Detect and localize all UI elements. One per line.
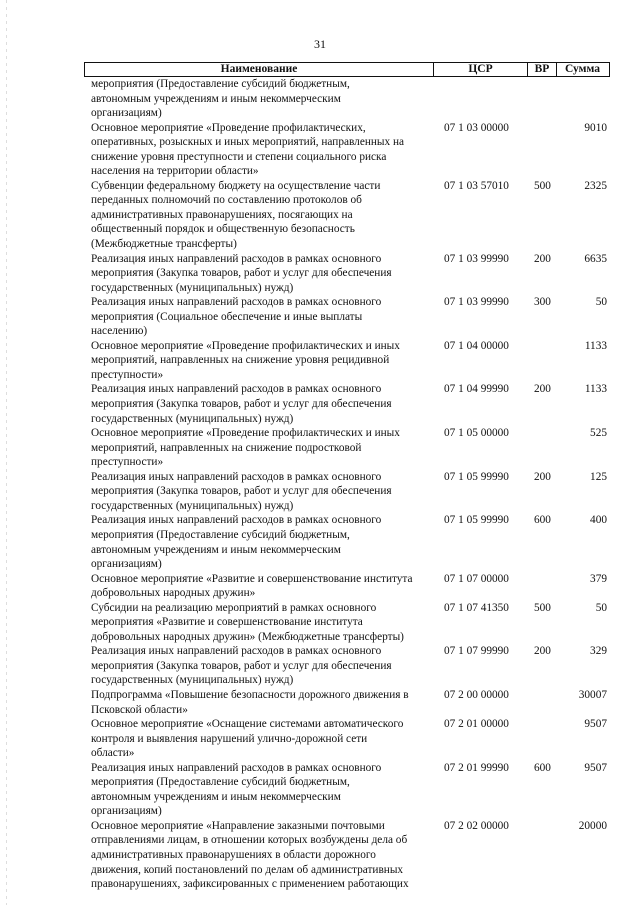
row-name: [84, 252, 436, 296]
table-row: [84, 339, 610, 383]
row-vr: [530, 819, 564, 892]
row-sum: 125: [590, 470, 607, 483]
row-name-line: Реализация иных направлений расходов в рамках основного: [91, 645, 382, 658]
table-row: [84, 644, 610, 688]
row-name-line: преступности»: [91, 368, 164, 381]
row-csr: 07 1 03 57010: [444, 179, 509, 192]
row-sum: [564, 77, 610, 121]
row-vr: [530, 426, 564, 470]
table-row: [84, 513, 610, 571]
row-sum: 9010: [584, 121, 607, 134]
row-csr: 07 1 07 41350: [444, 601, 509, 614]
header-name: Наименование: [85, 63, 434, 76]
table-row: [84, 77, 610, 121]
row-csr: 07 1 04 00000: [444, 339, 509, 352]
row-name: [84, 513, 436, 571]
row-csr: 07 1 07 00000: [444, 572, 509, 585]
row-name-line: Реализация иных направлений расходов в рамках основного: [91, 383, 382, 396]
budget-table: [84, 62, 610, 892]
row-name-line: Субвенции федеральному бюджету на осуществление части: [91, 179, 381, 192]
row-name-line: мероприятия (Закупка товаров, работ и услуг для обеспечения: [91, 659, 392, 672]
row-vr: [530, 339, 564, 383]
row-name-line: области»: [91, 747, 135, 760]
row-sum: 6635: [584, 252, 607, 265]
row-name-line: административных правонарушениях в области дорожного: [91, 848, 376, 861]
table-row: [84, 382, 610, 426]
table-body: [84, 77, 610, 892]
row-csr: 07 1 05 00000: [444, 427, 509, 440]
row-name: [84, 426, 436, 470]
row-vr: 200: [534, 252, 551, 265]
row-sum: 400: [590, 514, 607, 527]
row-name-line: общественный порядок и общественную безопасность: [91, 223, 355, 236]
table-row: [84, 252, 610, 296]
table-row: [84, 179, 610, 252]
row-name-line: Основное мероприятие «Развитие и совершенствование института: [91, 572, 413, 585]
row-name-line: автономным учреждениям и иным некоммерческим: [91, 790, 341, 803]
row-name-line: автономным учреждениям и иным некоммерческим: [91, 543, 341, 556]
row-sum: 9507: [584, 718, 607, 731]
row-name-line: административных правонарушениях, посягающих на: [91, 208, 353, 221]
row-sum: 1133: [584, 339, 607, 352]
row-name-line: Реализация иных направлений расходов в рамках основного: [91, 514, 382, 527]
row-name-line: населению): [91, 325, 148, 338]
row-sum: 379: [590, 572, 607, 585]
header-sum: Сумма: [565, 63, 600, 75]
row-name-line: Основное мероприятие «Проведение профилактических,: [91, 121, 366, 134]
row-name-line: Основное мероприятие «Направление заказными почтовыми: [91, 819, 385, 832]
row-name-line: оперативных, розыскных и иных мероприятий, направленных на: [91, 136, 405, 149]
row-name: [84, 819, 436, 892]
table-row: [84, 121, 610, 179]
table-row: [84, 426, 610, 470]
row-csr: 07 1 05 99990: [444, 470, 509, 483]
row-name: [84, 470, 436, 514]
row-name: [84, 688, 436, 717]
page-number: 31: [314, 37, 326, 51]
row-name-line: организациям): [91, 805, 162, 818]
row-vr: 600: [534, 761, 551, 774]
row-name-line: переданных полномочий по составлению протоколов об: [91, 194, 362, 207]
row-name-line: добровольных народных дружин» (Межбюджетные трансферты): [91, 630, 404, 643]
row-sum: 525: [590, 427, 607, 440]
row-name-line: государственных (муниципальных) нужд): [91, 499, 294, 512]
row-csr: 07 1 07 99990: [444, 645, 509, 658]
row-name-line: мероприятия (Закупка товаров, работ и услуг для обеспечения: [91, 267, 392, 280]
row-vr: [530, 77, 564, 121]
row-name: [84, 717, 436, 761]
row-csr: [436, 77, 530, 121]
row-name-line: добровольных народных дружин»: [91, 587, 256, 600]
row-csr: 07 1 03 00000: [444, 121, 509, 134]
row-name-line: Основное мероприятие «Проведение профилактических и иных: [91, 427, 400, 440]
row-name-line: Реализация иных направлений расходов в рамках основного: [91, 252, 382, 265]
table-row: [84, 761, 610, 819]
row-name-line: Основное мероприятие «Проведение профилактических и иных: [91, 339, 400, 352]
row-name: [84, 601, 436, 645]
row-name-line: Субсидии на реализацию мероприятий в рамках основного: [91, 601, 377, 614]
row-csr: 07 1 04 99990: [444, 383, 509, 396]
row-name: [84, 572, 436, 601]
row-sum: 9507: [584, 761, 607, 774]
row-name-line: организациям): [91, 107, 162, 120]
row-vr: 300: [534, 296, 551, 309]
row-csr: 07 1 05 99990: [444, 514, 509, 527]
row-name-line: государственных (муниципальных) нужд): [91, 412, 294, 425]
scan-margin-artifact: [6, 0, 7, 905]
row-vr: 600: [534, 514, 551, 527]
row-csr: 07 2 00 00000: [444, 688, 509, 701]
row-name: [84, 179, 436, 252]
row-name-line: государственных (муниципальных) нужд): [91, 674, 294, 687]
row-name-line: государственных (муниципальных) нужд): [91, 281, 294, 294]
row-name-line: мероприятия (Предоставление субсидий бюджетным,: [91, 528, 350, 541]
row-vr: 200: [534, 470, 551, 483]
row-name-line: отправлениями лицам, в отношении которых возбуждены дела об: [91, 834, 408, 847]
row-vr: 500: [534, 179, 551, 192]
row-name-line: мероприятий, направленных на снижение подростковой: [91, 441, 362, 454]
header-vr: ВР: [528, 63, 557, 76]
table-row: [84, 601, 610, 645]
row-name-line: правонарушениях, зафиксированных с применением работающих: [91, 878, 409, 891]
table-row: [84, 717, 610, 761]
table-row: [84, 819, 610, 892]
row-name-line: Реализация иных направлений расходов в рамках основного: [91, 296, 382, 309]
row-name: [84, 339, 436, 383]
row-sum: 50: [595, 296, 607, 309]
row-name-line: Псковской области»: [91, 703, 188, 716]
row-csr: 07 1 03 99990: [444, 296, 509, 309]
row-vr: [530, 688, 564, 717]
row-name: [84, 121, 436, 179]
table-row: [84, 470, 610, 514]
row-name-line: снижение уровня преступности и степени социального риска: [91, 150, 387, 163]
header-csr: ЦСР: [434, 63, 528, 76]
row-name-line: мероприятия (Предоставление субсидий бюджетным,: [91, 776, 350, 789]
row-csr: 07 2 02 00000: [444, 819, 509, 832]
row-vr: 500: [534, 601, 551, 614]
row-vr: 200: [534, 383, 551, 396]
row-vr: [530, 572, 564, 601]
row-name-line: автономным учреждениям и иным некоммерческим: [91, 92, 341, 105]
row-name: [84, 382, 436, 426]
row-vr: [530, 717, 564, 761]
row-name-line: мероприятия (Закупка товаров, работ и услуг для обеспечения: [91, 398, 392, 411]
row-sum: 50: [595, 601, 607, 614]
row-name-line: Реализация иных направлений расходов в рамках основного: [91, 761, 382, 774]
row-sum: 1133: [584, 383, 607, 396]
row-name-line: преступности»: [91, 456, 164, 469]
row-name: [84, 644, 436, 688]
row-name-line: мероприятий, направленных на снижение уровня рецидивной: [91, 354, 390, 367]
row-name: [84, 761, 436, 819]
row-name-line: мероприятия (Социальное обеспечение и иные выплаты: [91, 310, 363, 323]
row-name-line: Реализация иных направлений расходов в рамках основного: [91, 470, 382, 483]
row-vr: [530, 121, 564, 179]
row-csr: 07 2 01 00000: [444, 718, 509, 731]
row-name-line: движения, копий постановлений по делам об административных: [91, 863, 404, 876]
row-name-line: Подпрограмма «Повышение безопасности дорожного движения в: [91, 688, 409, 701]
row-csr: 07 2 01 99990: [444, 761, 509, 774]
row-name-line: Основное мероприятие «Оснащение системами автоматического: [91, 718, 404, 731]
row-name-line: мероприятия (Закупка товаров, работ и услуг для обеспечения: [91, 485, 392, 498]
row-name: [84, 295, 436, 339]
row-name: [84, 77, 436, 121]
row-name-line: (Межбюджетные трансферты): [91, 238, 237, 251]
row-name-line: мероприятия (Предоставление субсидий бюджетным,: [91, 78, 350, 90]
row-name-line: контроля и выявления нарушений улично-дорожной сети: [91, 732, 368, 745]
row-vr: 200: [534, 645, 551, 658]
row-csr: 07 1 03 99990: [444, 252, 509, 265]
table-row: [84, 688, 610, 717]
row-sum: 2325: [584, 179, 607, 192]
row-sum: 20000: [578, 819, 607, 832]
row-name-line: организациям): [91, 558, 162, 571]
row-sum: 30007: [578, 688, 607, 701]
table-row: [84, 295, 610, 339]
row-name-line: населения на территории области»: [91, 165, 259, 178]
table-row: [84, 572, 610, 601]
table-header: [84, 62, 610, 77]
row-sum: 329: [590, 645, 607, 658]
row-name-line: мероприятия «Развитие и совершенствование института: [91, 616, 363, 629]
